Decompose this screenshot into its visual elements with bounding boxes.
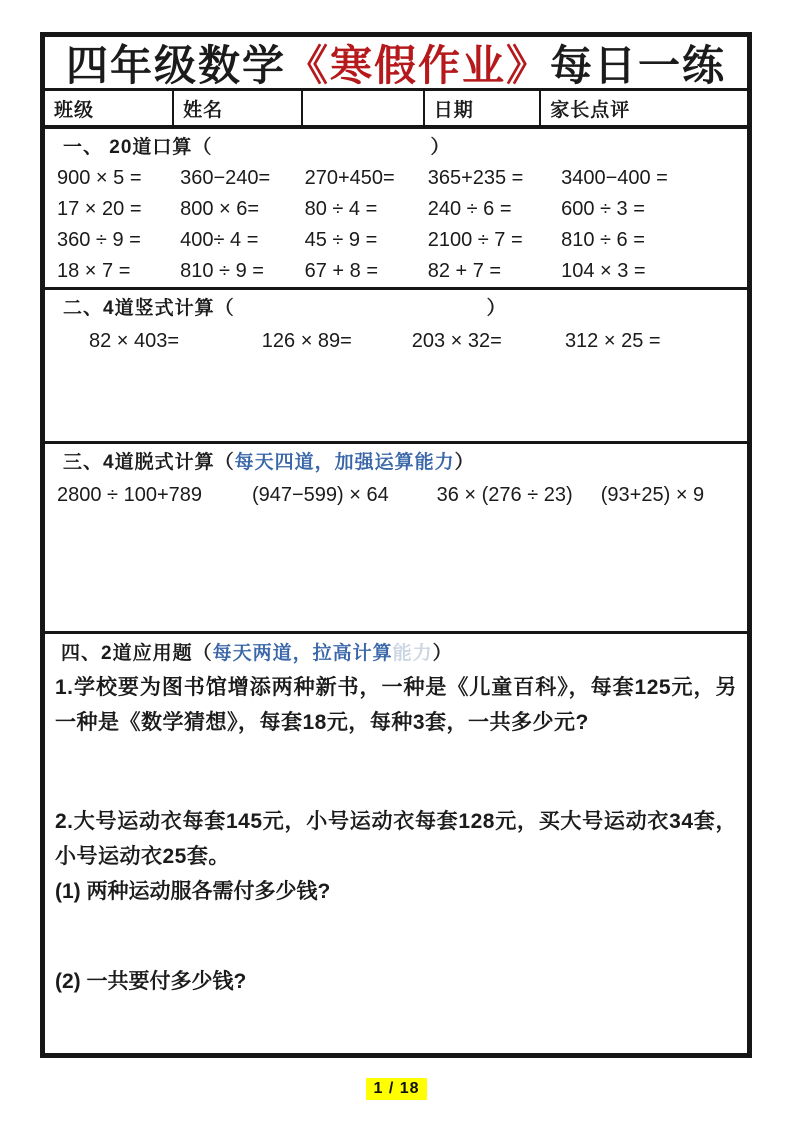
stepwise-problem: 2800 ÷ 100+789 [57,484,202,506]
oral-problem: 2100 ÷ 7 = [427,229,523,251]
paren-open: （ [214,298,235,319]
oral-problem: 67 + 8 = [304,260,378,282]
page-title [45,37,747,91]
oral-row-4 [51,256,741,286]
stepwise-problem: (947−599) × 64 [251,484,389,506]
meta-header-row [45,91,747,129]
word-problem-1: 1.学校要为图书馆增添两种新书，一种是《儿童百科》，每套125元，另一种是《数学猜想》，每套18元，每种3套，一共多少元? [55,676,737,734]
oral-problem: 45 ÷ 9 = [304,229,378,251]
word-note: 每天两道，拉高计算 [212,643,393,664]
section-oral-heading [51,134,741,162]
oral-row-2 [51,194,741,224]
stepwise-note: 每天四道，加强运算能力 [234,452,455,473]
oral-problem: 810 ÷ 9 = [180,260,264,282]
word-problem-2: 2.大号运动衣每套145元，小号运动衣每套128元，买大号运动衣34套，小号运动衣25套。 [55,810,737,868]
page-footer [0,1078,793,1100]
parent-comment-field-label: 家长点评 [550,99,631,121]
oral-problem: 365+235 = [427,167,524,189]
oral-problem: 104 × 3 = [561,260,646,282]
oral-problem: 17 × 20 = [57,198,142,220]
section-oral-arithmetic [45,129,747,290]
vertical-problem: 126 × 89= [261,330,352,352]
oral-problem: 900 × 5 = [57,167,142,189]
section-vertical-calculation [45,290,747,444]
section-word-heading [55,640,737,668]
vertical-problems-row [51,325,741,357]
name-field-label: 姓名 [174,91,303,125]
paren-close: ） [486,298,507,319]
oral-problem: 82 + 7 = [427,260,502,282]
section-stepwise-calculation [45,444,747,634]
oral-problem: 18 × 7 = [57,260,131,282]
paren-close: ） [432,643,453,664]
section-vertical-heading [51,295,741,323]
blank-field [303,91,424,125]
paren-open: （ [214,452,235,473]
word-problem-2-sub-question-1: (1) 两种运动服各需付多少钱? [55,880,331,903]
word-note-faint: 能力 [392,643,433,664]
oral-problem: 810 ÷ 6 = [561,229,645,251]
oral-problem: 3400−400 = [561,167,668,189]
oral-problem: 360−240= [180,167,271,189]
section-stepwise-heading-text: 三、4道脱式计算 [63,452,215,473]
title-prefix: 四年级数学 [65,43,286,90]
oral-problem: 600 ÷ 3 = [561,198,645,220]
oral-problem: 800 × 6= [180,198,260,220]
date-field-label: 日期 [425,91,542,125]
oral-problem: 240 ÷ 6 = [427,198,512,220]
section-oral-heading-text: 一、 20道口算 [63,137,193,158]
section-stepwise-heading [51,449,741,477]
paren-close: ） [430,137,451,158]
section-vertical-heading-text: 二、4道竖式计算 [63,298,215,319]
paren-open: （ [192,137,213,158]
oral-row-3 [51,225,741,255]
stepwise-problem: (93+25) × 9 [600,484,705,506]
page-number-badge: 1 / 18 [366,1078,426,1100]
oral-problem: 360 ÷ 9 = [57,229,141,251]
vertical-problem: 312 × 25 = [564,330,661,352]
section-word-problems [45,634,747,1053]
vertical-problem: 203 × 32= [411,330,502,352]
oral-problem: 400÷ 4 = [180,229,259,251]
stepwise-problem: 36 × (276 ÷ 23) [436,484,573,506]
worksheet-page [40,32,752,1058]
class-field-label: 班级 [45,91,174,125]
oral-problem: 80 ÷ 4 = [304,198,378,220]
oral-row-1 [51,163,741,193]
stepwise-problems-row [51,479,741,511]
paren-open: （ [192,643,213,664]
oral-problem: 270+450= [304,167,395,189]
title-highlight: 《寒假作业》 [285,43,550,90]
section-word-heading-text: 四、2道应用题 [61,643,193,664]
title-suffix: 每日一练 [550,43,727,90]
vertical-problem: 82 × 403= [89,330,180,352]
word-problem-2-sub-question-2: (2) 一共要付多少钱? [55,970,247,993]
paren-close: ） [454,452,475,473]
